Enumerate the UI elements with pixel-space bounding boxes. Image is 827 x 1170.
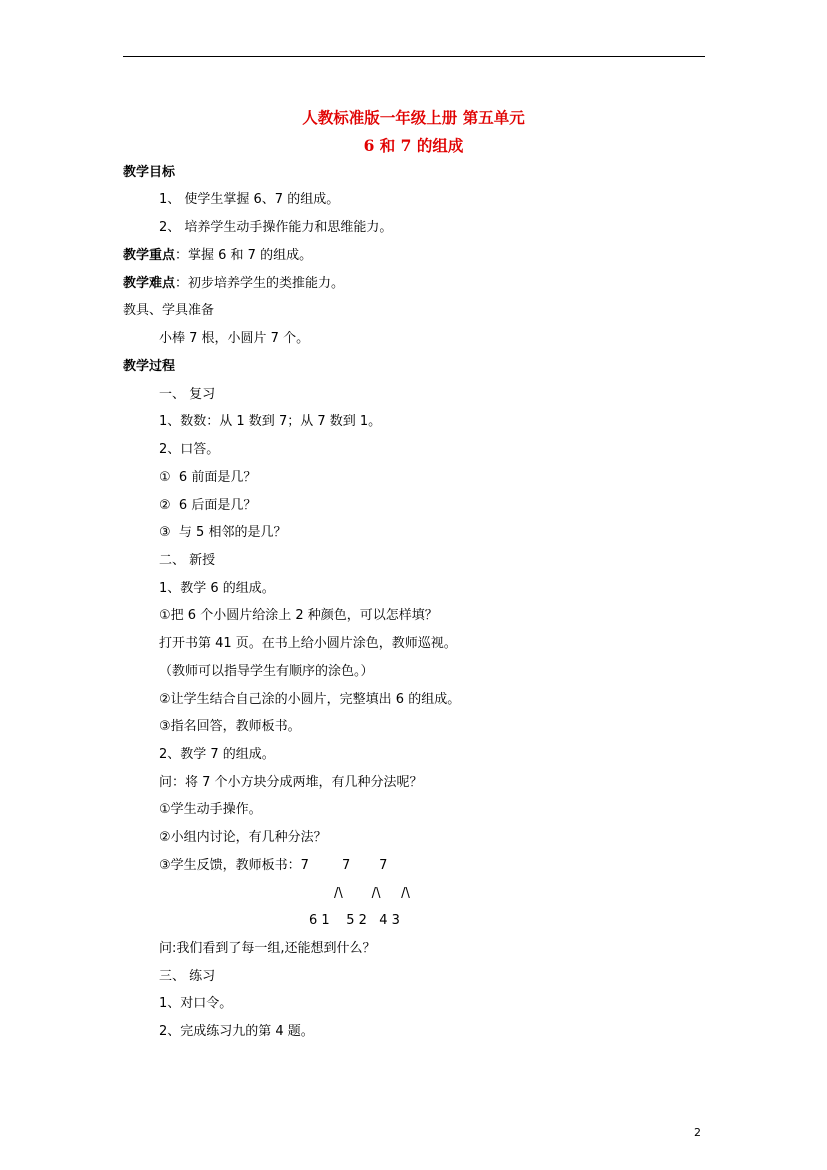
decomposition-branches: /\ /\ /\	[334, 886, 410, 901]
difficulty-label: 教学难点	[123, 276, 176, 291]
process-line: 打开书第 41 页。在书上给小圆片涂色，教师巡视。	[159, 636, 457, 651]
page-number: 2	[694, 1126, 701, 1139]
objective-item: 1、 使学生掌握 6、7 的组成。	[159, 192, 340, 207]
materials-text: 小棒 7 根，小圆片 7 个。	[159, 331, 310, 346]
process-heading: 教学过程	[123, 359, 176, 374]
difficulty	[123, 276, 344, 292]
process-line: 三、 练习	[159, 969, 216, 984]
process-line: ③指名回答，教师板书。	[159, 719, 301, 734]
process-line: 问：将 7 个小方块分成两堆，有几种分法呢？	[159, 775, 423, 790]
process-line: 1、对口令。	[159, 996, 233, 1011]
process-line: 问:我们看到了每一组,还能想到什么？	[159, 941, 376, 956]
key-point-text: ：掌握 6 和 7 的组成。	[175, 248, 313, 263]
process-line: ②小组内讨论，有几种分法？	[159, 830, 327, 845]
document-subtitle: 6 和 7 的组成	[363, 136, 464, 155]
process-line: ③学生反馈，教师板书：7 7 7	[159, 858, 388, 873]
process-line: ③ 与 5 相邻的是几？	[159, 525, 287, 540]
process-line: 二、 新授	[159, 553, 216, 568]
process-line: ①把 6 个小圆片给涂上 2 种颜色，可以怎样填？	[159, 608, 438, 623]
objectives-heading: 教学目标	[123, 165, 176, 180]
process-line: 2、教学 7 的组成。	[159, 747, 275, 762]
key-point-label: 教学重点	[123, 248, 176, 263]
header-rule	[123, 56, 705, 57]
process-line: 2、口答。	[159, 442, 220, 457]
process-line: 一、 复习	[159, 387, 216, 402]
process-line: 2、完成练习九的第 4 题。	[159, 1024, 314, 1039]
process-line: ②让学生结合自己涂的小圆片，完整填出 6 的组成。	[159, 692, 461, 707]
process-line: 1、数数：从 1 数到 7；从 7 数到 1。	[159, 414, 382, 429]
decomposition-parts: 6 1 5 2 4 3	[309, 913, 400, 928]
key-point	[123, 248, 312, 264]
process-line: ① 6 前面是几？	[159, 470, 257, 485]
process-line: 1、教学 6 的组成。	[159, 581, 275, 596]
difficulty-text: ：初步培养学生的类推能力。	[175, 276, 345, 291]
process-line: （教师可以指导学生有顺序的涂色。）	[159, 664, 374, 679]
materials-heading: 教具、学具准备	[123, 303, 215, 318]
document-title: 人教标准版一年级上册 第五单元	[302, 108, 525, 127]
objective-item: 2、 培养学生动手操作能力和思维能力。	[159, 220, 393, 235]
process-line: ①学生动手操作。	[159, 802, 262, 817]
process-line: ② 6 后面是几？	[159, 498, 257, 513]
